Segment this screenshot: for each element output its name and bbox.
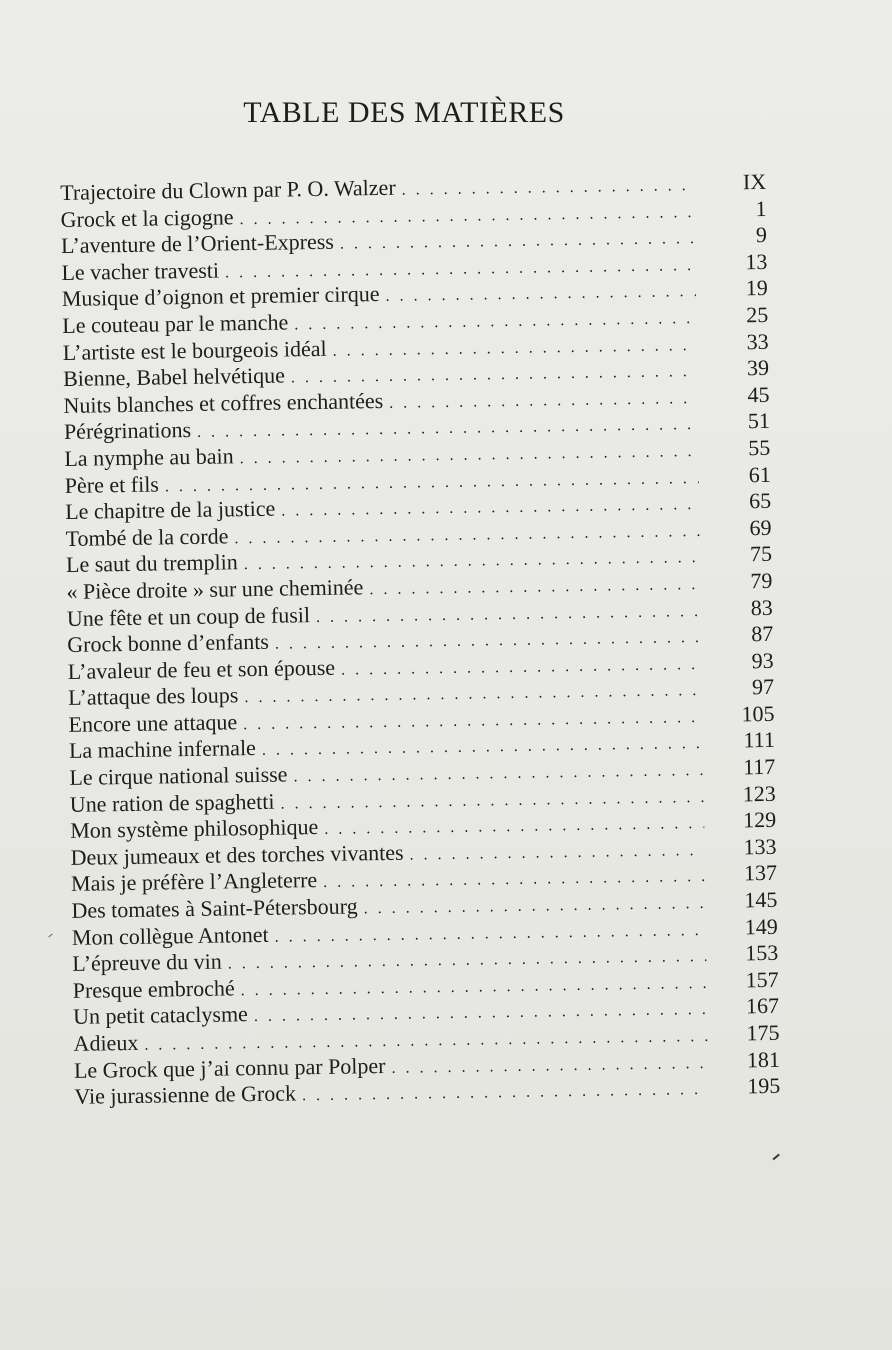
- toc-entry-title: Le chapitre de la justice: [65, 495, 276, 525]
- pencil-mark: [48, 934, 52, 938]
- toc-entry-page: 19: [745, 275, 768, 301]
- toc-entry-page: 97: [751, 674, 775, 700]
- toc-entry-page: 25: [746, 301, 769, 328]
- toc-entry-page: 129: [742, 807, 777, 833]
- toc-entry-title: La machine infernale: [68, 735, 257, 764]
- toc-entry-title: L’épreuve du vin: [72, 948, 222, 977]
- toc-entry-title: Le vacher travesti: [61, 257, 220, 285]
- toc-entry-title: Des tomates à Saint-Pétersbourg: [71, 893, 358, 923]
- toc-entry-title: Trajectoire du Clown par P. O. Walzer: [60, 174, 396, 205]
- toc-entry-page: 123: [742, 780, 776, 807]
- toc-entry-page: 105: [741, 700, 775, 727]
- toc-entry-title: Une fête et un coup de fusil: [66, 601, 311, 631]
- toc-entry-title: Deux jumeaux et des torches vivantes: [70, 839, 404, 870]
- toc-entry-page: 133: [743, 833, 777, 860]
- toc-entry-title: Un petit cataclysme: [72, 1001, 249, 1030]
- toc-entry-page: 1: [755, 195, 767, 221]
- toc-entry-title: Presque embroché: [72, 975, 235, 1003]
- toc-entry-page: 111: [743, 727, 776, 753]
- toc-entry-title: Le Grock que j’ai connu par Polper: [73, 1052, 386, 1083]
- toc-entry-title: Adieux: [73, 1029, 139, 1056]
- toc-entry-page: 181: [746, 1046, 781, 1072]
- toc-entry-title: « Pièce droite » sur une cheminée: [66, 574, 364, 604]
- toc-entry-page: 87: [751, 620, 774, 647]
- toc-entry-title: Le couteau par le manche: [62, 309, 289, 338]
- toc-entry-title: Pérégrinations: [63, 417, 192, 445]
- table-of-contents: [60, 169, 781, 1111]
- toc-entry-title: L’artiste est le bourgeois idéal: [62, 335, 327, 365]
- pencil-mark: [772, 1154, 779, 1160]
- toc-entry-title: L’attaque des loups: [67, 682, 239, 711]
- toc-entry-page: 137: [743, 860, 778, 886]
- toc-entry-title: Une ration de spaghetti: [69, 788, 275, 817]
- toc-entry-title: La nymphe au bain: [64, 443, 234, 471]
- toc-entry-page: 167: [745, 993, 780, 1019]
- toc-entry-page: 195: [747, 1072, 781, 1099]
- toc-entry-page: 55: [748, 434, 771, 461]
- toc-entry-title: Musique d’oignon et premier cirque: [61, 281, 380, 312]
- toc-entry-title: Grock et la cigogne: [60, 203, 234, 232]
- toc-entry-title: Tombé de la corde: [65, 523, 229, 551]
- toc-entry-page: 157: [745, 966, 779, 993]
- toc-entry-page: 149: [744, 913, 779, 939]
- toc-entry-title: Bienne, Babel helvétique: [62, 362, 286, 392]
- toc-entry-page: 117: [742, 753, 776, 780]
- toc-entry-title: Grock bonne d’enfants: [67, 628, 270, 658]
- toc-entry-page: 75: [749, 541, 773, 567]
- toc-entry-page: 39: [746, 355, 770, 381]
- toc-entry-title: Le cirque national suisse: [69, 761, 288, 790]
- toc-entry-page: 45: [747, 381, 770, 407]
- toc-entry-page: 13: [745, 248, 768, 275]
- toc-entry-page: 33: [746, 328, 769, 354]
- toc-entry-page: 83: [750, 594, 773, 620]
- toc-entry-page: 93: [751, 647, 774, 673]
- toc-entry-title: L’aventure de l’Orient-Express: [60, 228, 335, 259]
- toc-entry-title: Nuits blanches et coffres enchantées: [63, 387, 384, 418]
- toc-entry-page: 51: [747, 408, 771, 434]
- toc-entry-title: Vie jurassienne de Grock: [74, 1080, 297, 1110]
- toc-entry-page: 79: [750, 567, 773, 594]
- page-title: TABLE DES MATIÈRES: [243, 96, 565, 129]
- toc-entry-title: Encore une attaque: [68, 709, 238, 737]
- toc-entry-page: 65: [748, 487, 772, 514]
- toc-entry-page: 145: [744, 886, 778, 913]
- toc-entry-title: Père et fils: [64, 471, 160, 498]
- toc-entry-title: Mon système philosophique: [70, 814, 319, 844]
- toc-entry-page: 9: [755, 222, 768, 248]
- toc-entry-page: 175: [746, 1019, 780, 1046]
- toc-entry-title: Mon collègue Antonet: [71, 921, 269, 950]
- toc-entry-title: Le saut du tremplin: [65, 549, 238, 578]
- dot-leader: [302, 1077, 709, 1110]
- toc-entry-page: 153: [745, 940, 779, 966]
- toc-entry-title: Mais je préfère l’Angleterre: [70, 867, 318, 897]
- toc-entry-page: IX: [742, 168, 767, 195]
- toc-entry-page: 61: [748, 461, 771, 487]
- toc-entry-page: 69: [749, 514, 772, 540]
- toc-entry-title: L’avaleur de feu et son épouse: [67, 654, 336, 684]
